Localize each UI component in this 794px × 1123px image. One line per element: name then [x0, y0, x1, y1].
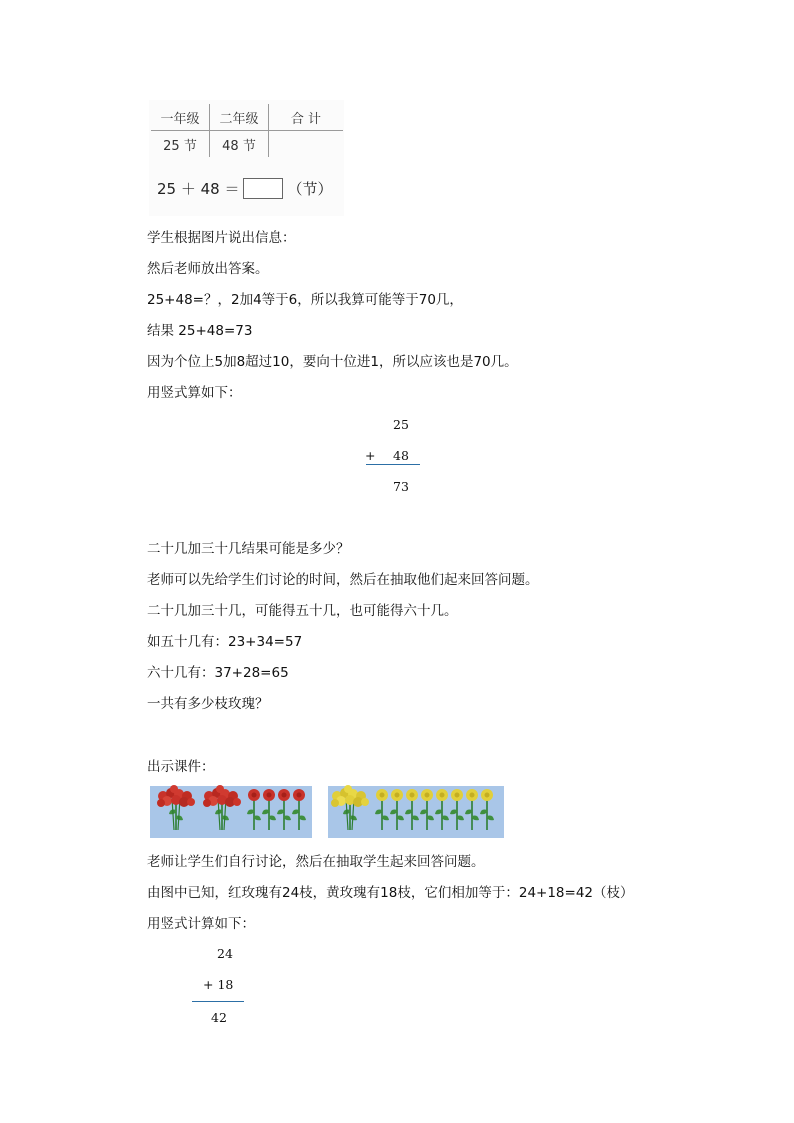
calc1-result: 73 — [393, 479, 409, 494]
table-cell-grade1: 25 节 — [151, 131, 210, 158]
text-line: 用竖式算如下： — [147, 385, 242, 401]
text-line: 用竖式计算如下： — [147, 916, 255, 932]
calc2-operator-bottom: + 18 — [203, 977, 234, 992]
text-line: 六十几有：37+28=65 — [147, 665, 289, 681]
text-line: 25+48=？，2加4等于6，所以我算可能等于70几， — [147, 292, 463, 308]
text-line: 一共有多少枝玫瑰？ — [147, 696, 269, 712]
text-line: 二十几加三十几，可能得五十几，也可能得六十几。 — [147, 603, 458, 619]
equation — [157, 178, 333, 199]
roses-picture — [150, 784, 505, 840]
calc1-bottom: 48 — [393, 448, 409, 463]
equation-unit: （节） — [287, 180, 333, 198]
text-line: 结果 25+48=73 — [147, 323, 253, 339]
text-line: 由图中已知，红玫瑰有24枝，黄玫瑰有18枝，它们相加等于：24+18=42（枝） — [147, 885, 634, 901]
text-line: 出示课件： — [147, 759, 215, 775]
calc1-operator: + — [365, 448, 376, 463]
table-header-grade1: 一年级 — [151, 104, 210, 131]
text-line: 二十几加三十几结果可能是多少？ — [147, 541, 350, 557]
calc1-top: 25 — [393, 417, 409, 432]
text-line: 因为个位上5加8超过10，要向十位进1，所以应该也是70几。 — [147, 354, 518, 370]
calc2-result: 42 — [211, 1010, 227, 1025]
calc2-top: 24 — [217, 946, 233, 961]
table-cell-grade2: 48 节 — [210, 131, 269, 158]
table-header-grade2: 二年级 — [210, 104, 269, 131]
text-line: 然后老师放出答案。 — [147, 261, 269, 277]
calc2-rule — [192, 1001, 244, 1002]
grade-table — [151, 104, 343, 157]
text-line: 学生根据图片说出信息： — [147, 230, 296, 246]
answer-box — [243, 178, 283, 199]
text-line: 老师可以先给学生们讨论的时间，然后在抽取他们起来回答问题。 — [147, 572, 539, 588]
table-header-total: 合 计 — [269, 104, 344, 131]
text-line: 如五十几有：23+34=57 — [147, 634, 303, 650]
table-cell-total — [269, 131, 344, 158]
equation-left: 25 ＋ 48 ＝ — [157, 180, 240, 198]
text-line: 老师让学生们自行讨论，然后在抽取学生起来回答问题。 — [147, 854, 485, 870]
calc1-rule — [366, 464, 420, 465]
table-figure — [149, 100, 344, 216]
